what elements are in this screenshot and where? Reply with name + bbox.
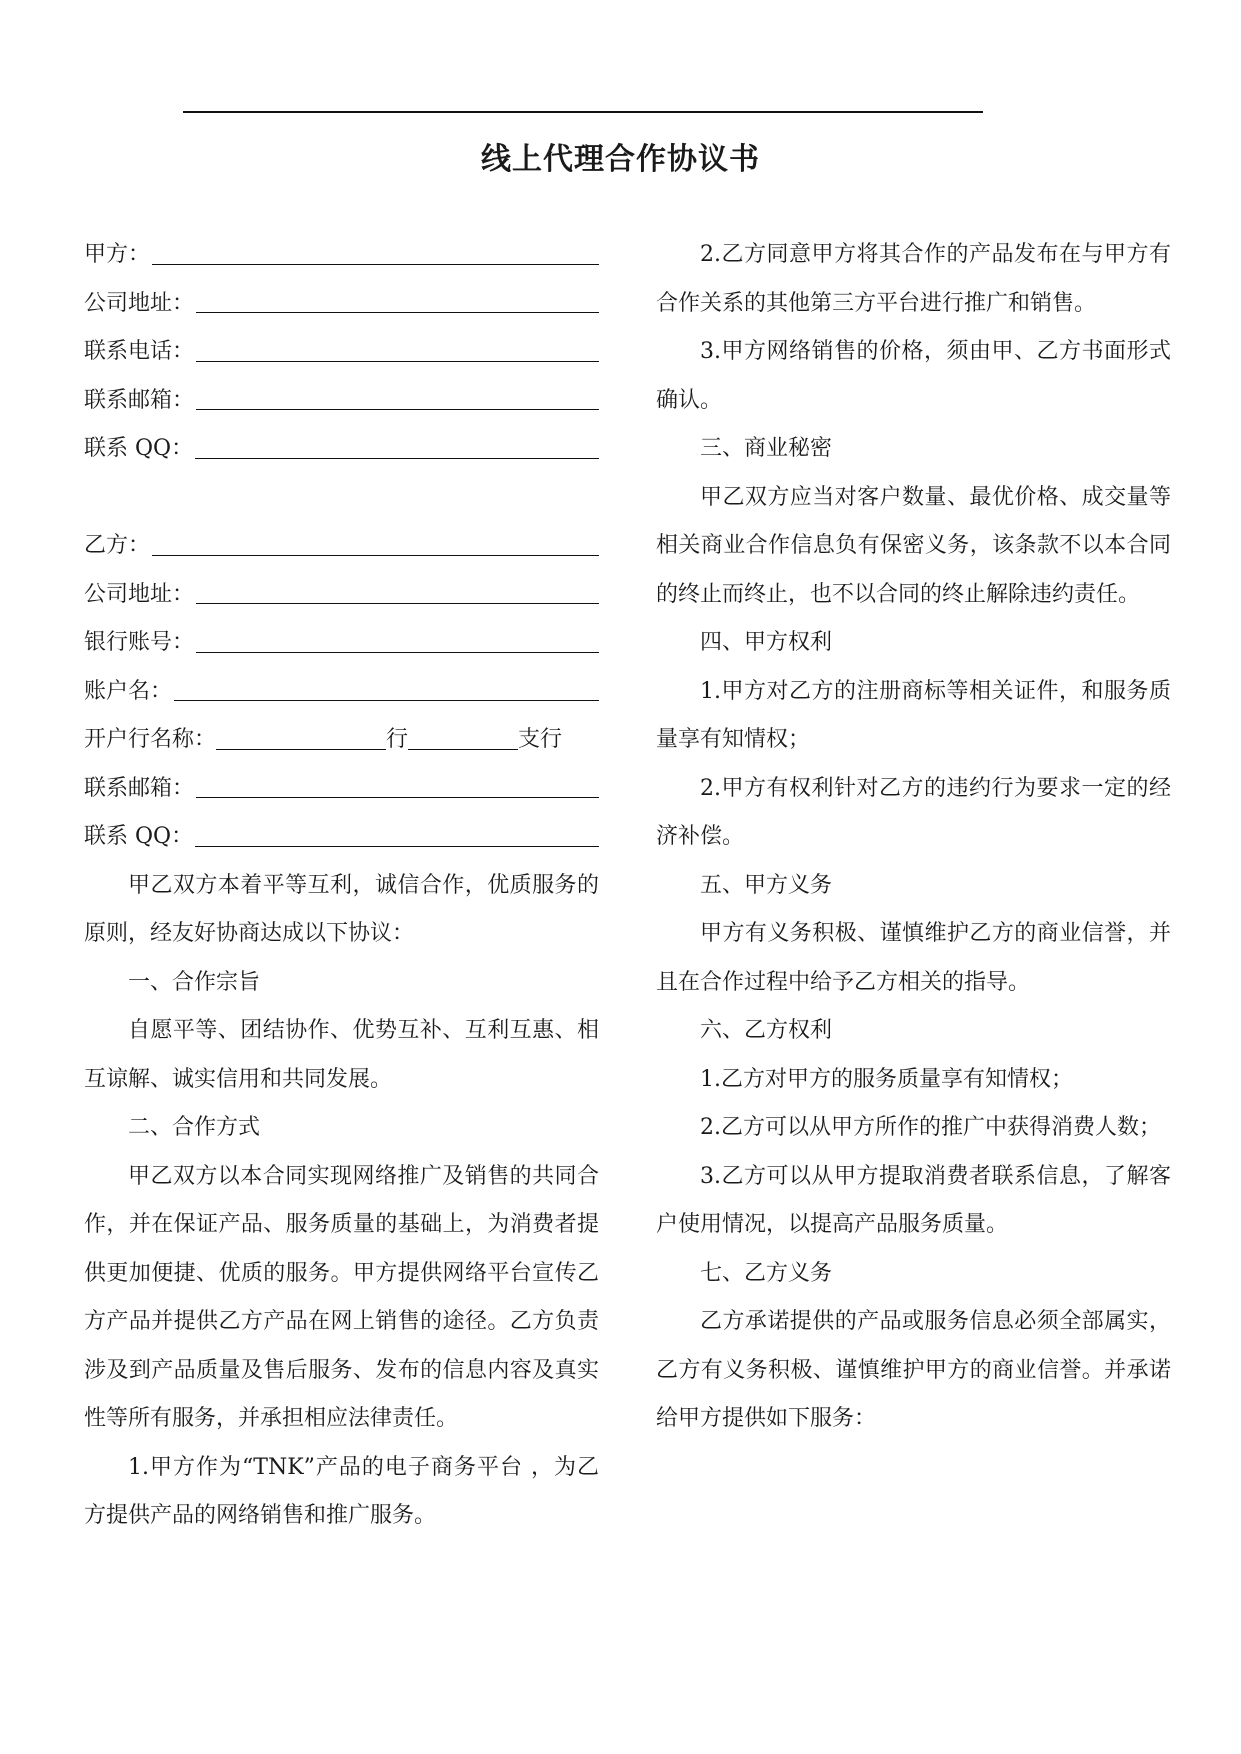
field-label: 联系邮箱： — [84, 387, 195, 413]
section-item: 2.乙方可以从甲方所作的推广中获得消费人数； — [700, 1115, 1161, 1140]
section-heading: 六、乙方权利 — [700, 1018, 833, 1043]
section-item: 1.甲方对乙方的注册商标等相关证件，和服务质量享有知情权； — [656, 678, 1171, 752]
section-item: 2.乙方同意甲方将其合作的产品发布在与甲方有合作关系的其他第三方平台进行推广和销售。 — [656, 242, 1171, 316]
right-column — [656, 231, 1171, 1444]
party-b-address-field — [84, 571, 599, 620]
party-b-account-name-field — [84, 668, 599, 717]
party-b-email-field — [84, 765, 599, 814]
spacer — [84, 474, 599, 523]
field-label: 联系邮箱： — [84, 775, 195, 801]
section-item: 2.甲方有权利针对乙方的违约行为要求一定的经济补偿。 — [656, 775, 1171, 849]
field-label: 银行账号： — [84, 630, 195, 655]
section-heading: 三、商业秘密 — [700, 436, 833, 461]
fill-line[interactable] — [195, 458, 599, 459]
field-label: 公司地址： — [84, 581, 195, 607]
section-paragraph: 甲乙双方以本合同实现网络推广及销售的共同合作，并在保证产品、服务质量的基础上，为消费者提供更加便捷、优质的服务。甲方提供网络平台宣传乙方产品并提供乙方产品在网上销售的途径。乙方负责涉及到产品质量及售后服务、发布的信息内容及真实性等所有服务，并承担相应法律责任。 — [84, 1163, 599, 1431]
party-b-bank-account-field — [84, 619, 599, 668]
party-a-name-field — [84, 231, 599, 280]
field-label: 联系 QQ： — [84, 824, 194, 849]
fill-line[interactable] — [196, 603, 599, 604]
left-column — [84, 231, 599, 1541]
section-item: 1.甲方作为“TNK”产品的电子商务平台 ，为乙方提供产品的网络销售和推广服务。 — [84, 1454, 599, 1528]
section-item: 1.乙方对甲方的服务质量享有知情权； — [700, 1066, 1073, 1092]
bank-fill-line[interactable] — [216, 749, 386, 750]
party-b-bank-name-field — [84, 716, 599, 765]
section-paragraph: 甲方有义务积极、谨慎维护乙方的商业信誉，并且在合作过程中给予乙方相关的指导。 — [656, 921, 1171, 995]
field-label: 甲方： — [84, 242, 151, 267]
fill-line[interactable] — [152, 264, 599, 265]
fill-line[interactable] — [174, 700, 599, 701]
field-label: 联系电话： — [84, 339, 195, 364]
section-heading: 二、合作方式 — [128, 1115, 261, 1140]
party-a-phone-field — [84, 328, 599, 377]
fill-line[interactable] — [195, 846, 599, 847]
party-b-qq-field — [84, 813, 599, 862]
field-label: 联系 QQ： — [84, 436, 194, 461]
bank-suffix: 行 — [386, 727, 409, 752]
section-heading: 五、甲方义务 — [700, 872, 833, 898]
fill-line[interactable] — [152, 555, 599, 556]
document-title: 线上代理合作协议书 — [481, 142, 760, 177]
section-heading: 七、乙方义务 — [700, 1260, 833, 1286]
fill-line[interactable] — [196, 652, 599, 653]
fill-line[interactable] — [196, 797, 599, 798]
branch-fill-line[interactable] — [408, 749, 518, 750]
section-item: 3.乙方可以从甲方提取消费者联系信息，了解客户使用情况，以提高产品服务质量。 — [656, 1163, 1171, 1237]
section-paragraph: 自愿平等、团结协作、优势互补、互利互惠、相互谅解、诚实信用和共同发展。 — [84, 1018, 599, 1092]
party-a-email-field — [84, 377, 599, 426]
fill-line[interactable] — [196, 409, 599, 410]
section-item: 3.甲方网络销售的价格，须由甲、乙方书面形式确认。 — [656, 339, 1171, 413]
field-label: 乙方： — [84, 533, 151, 558]
party-b-name-field — [84, 522, 599, 571]
fill-line[interactable] — [196, 361, 599, 362]
fill-line[interactable] — [196, 312, 599, 313]
section-heading: 四、甲方权利 — [700, 630, 833, 655]
intro-paragraph: 甲乙双方本着平等互利，诚信合作，优质服务的原则，经友好协商达成以下协议： — [84, 872, 599, 946]
section-paragraph: 乙方承诺提供的产品或服务信息必须全部属实，乙方有义务积极、谨慎维护甲方的商业信誉。并承诺给甲方提供如下服务： — [656, 1309, 1171, 1431]
party-a-address-field — [84, 280, 599, 329]
header-rule — [183, 111, 983, 113]
branch-suffix: 支行 — [518, 727, 563, 752]
section-heading: 一、合作宗旨 — [128, 969, 261, 995]
field-label: 开户行名称： — [84, 727, 217, 752]
section-paragraph: 甲乙双方应当对客户数量、最优价格、成交量等相关商业合作信息负有保密义务，该条款不以本合同的终止而终止，也不以合同的终止解除违约责任。 — [656, 484, 1171, 607]
field-label: 账户名： — [84, 678, 173, 704]
party-a-qq-field — [84, 425, 599, 474]
field-label: 公司地址： — [84, 290, 195, 316]
